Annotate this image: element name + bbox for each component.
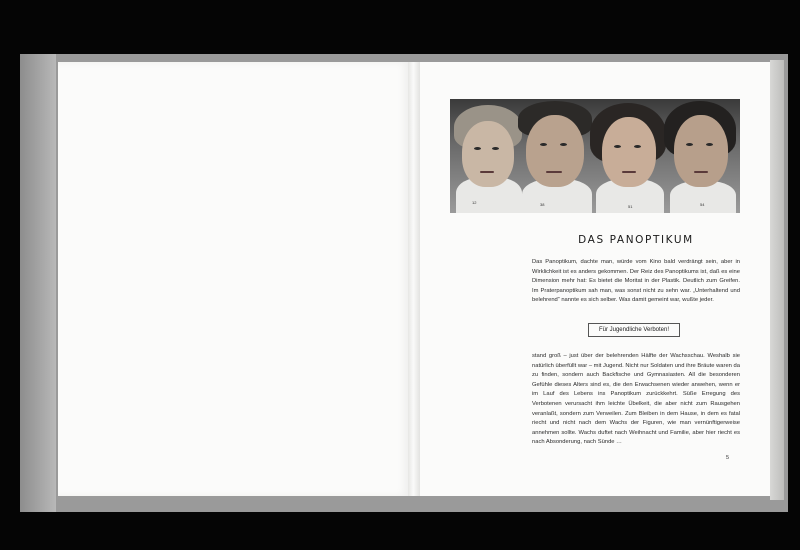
figure-2-mouth	[546, 171, 562, 173]
chapter-title: DAS PANOPTIKUM	[578, 234, 694, 246]
figure-4-face	[674, 115, 728, 187]
figure-3-face	[602, 117, 656, 187]
figure-3-eye	[634, 145, 641, 148]
figure-2-eye	[540, 143, 547, 146]
figure-4-eye	[686, 143, 693, 146]
figure-1-mouth	[480, 171, 494, 173]
figure-tag: 12	[472, 200, 477, 205]
cover-edge	[20, 54, 56, 512]
figure-1-eye	[492, 147, 499, 150]
wax-figures-photo	[450, 99, 740, 213]
figure-3-mouth	[622, 171, 636, 173]
page-edge	[770, 60, 784, 500]
body-paragraph-1: Das Panoptikum, dachte man, würde vom Kino bald verdrängt sein, aber in Wirklichkeit ist es anders gekommen. Der Reiz des Panoptikums ist, daß es eine Dimension mehr hat: Es bietet die Moritat in der Plastik. Deutlich zum Greifen. Im Praterpanoptikum sah man, was sonst nicht zu sehn war. „Unterhaltend und belehrend“ nannte es sich selber. Was damit gemeint war, wußte jeder.	[532, 259, 740, 304]
figure-1-face	[462, 121, 514, 187]
figure-2-face	[526, 115, 584, 187]
figure-4-eye	[706, 143, 713, 146]
figure-3-eye	[614, 145, 621, 148]
warning-sign: Für Jugendliche Verboten!	[588, 323, 680, 337]
figure-tag: 54	[700, 202, 705, 207]
page-number: 5	[726, 455, 730, 461]
figure-tag: 51	[628, 204, 633, 209]
figure-tag: 38	[540, 202, 545, 207]
body-paragraph-2: stand groß – just über der belehrenden Hälfte der Wachsschau. Weshalb sie natürlich überfüllt war – mit Jugend. Nicht nur Soldaten und ihre Bräute waren da zu finden, sondern auch Backfische und Gymnasiasten. All die besonderen Gefühle dieses Alters sind es, die den Erwachsenen wieder anwehen, wenn er im Lauf des Lebens ins Panoptikum zurückkehrt. Süße Erregung des Verbotenen verursacht ihm leichte Übelkeit, die aber nicht zum Rausgehen veranlaßt, sondern zum Verweilen. Zum Bleiben in dem Hause, in dem es fatal riecht und nicht nach dem Wachs der Figuren, wie man vernünftigerweise annehmen sollte. Wachs duftet nach Weihnacht und Familie, aber hier riecht es nach Absonderung, nach Sünde …	[532, 353, 740, 446]
book-gutter	[408, 62, 420, 496]
figure-2-eye	[560, 143, 567, 146]
left-page-blank	[58, 62, 410, 496]
figure-4-mouth	[694, 171, 708, 173]
figure-1-eye	[474, 147, 481, 150]
